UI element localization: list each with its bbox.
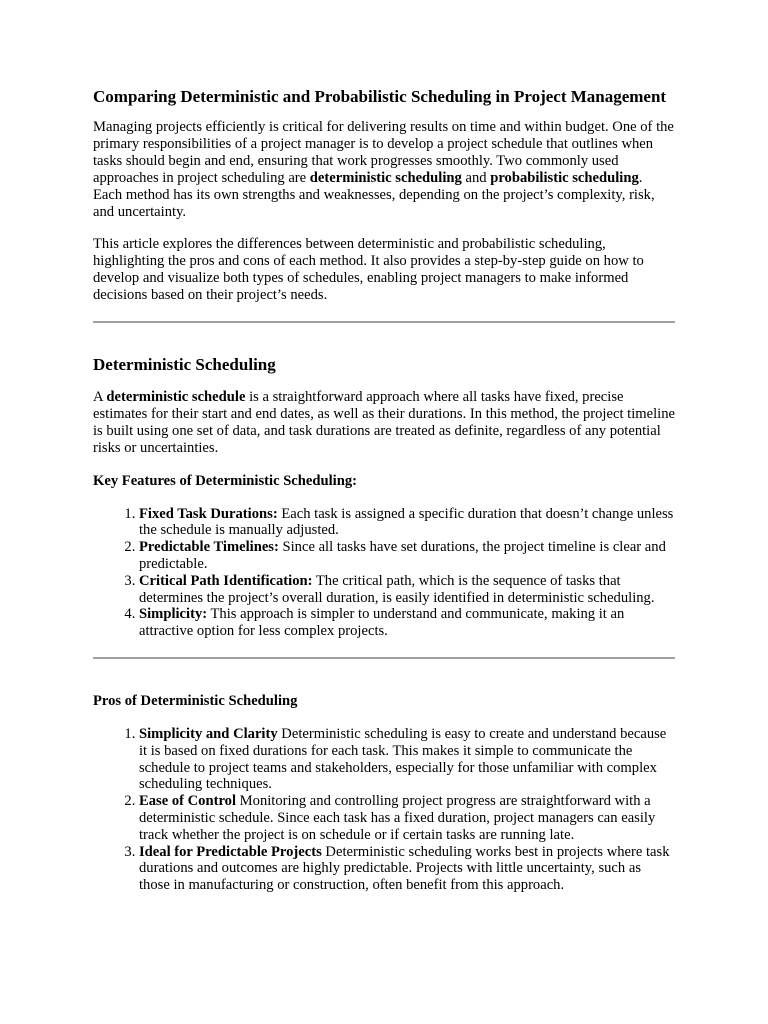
list-item-label: Predictable Timelines:	[139, 539, 279, 556]
definition-text-2: is a straightforward approach where all tasks have fixed, precise estimates for their start and end dates, as well as their durations. In this method, the project timeline is built using one set of data, and task durations are treated as definite, regardless of any potential risks or uncertainties.	[93, 389, 675, 456]
definition-bold-term: deterministic schedule	[106, 389, 246, 406]
list-item	[139, 506, 675, 540]
list-item	[139, 606, 675, 640]
list-item-text: Monitoring and controlling project progress are straightforward with a deterministic schedule. Since each task has a fixed duration, project managers can easily track whether the project is on schedule or if certain tasks are running late.	[139, 793, 656, 843]
intro-paragraph-2: This article explores the differences between deterministic and probabilistic scheduling, highlighting the pros and cons of each method. It also provides a step-by-step guide on how to develop and visualize both types of schedules, enabling project managers to make informed decisions based on their project’s needs.	[93, 236, 644, 304]
list-item	[139, 726, 675, 793]
list-item-text: The critical path, which is the sequence of tasks that determines the project’s overall duration, is easily identified in deterministic scheduling.	[139, 572, 655, 606]
list-item-label: Fixed Task Durations:	[139, 505, 278, 522]
list-item-label: Simplicity:	[139, 606, 208, 623]
list-item-text: This approach is simpler to understand and communicate, making it an attractive option for less complex projects.	[139, 606, 625, 640]
features-heading: Key Features of Deterministic Scheduling:	[93, 472, 357, 489]
list-item	[139, 793, 675, 843]
list-item	[139, 573, 675, 607]
list-item	[139, 539, 675, 573]
intro-bold-deterministic: deterministic scheduling	[309, 169, 462, 186]
definition-text-1: A	[93, 389, 107, 406]
document-title: Comparing Deterministic and Probabilistic Scheduling in Project Management	[93, 87, 667, 106]
features-list	[93, 506, 675, 640]
intro-text-1: Managing projects efficiently is critical for delivering results on time and within budget. One of the primary responsibilities of a project manager is to develop a project schedule that outlines when tasks should begin and end, ensuring that work progresses smoothly. Two commonly used approaches in project scheduling are	[93, 119, 674, 186]
list-item	[139, 844, 675, 894]
list-item-label: Simplicity and Clarity	[139, 726, 278, 743]
section-divider	[93, 321, 675, 323]
section-heading-deterministic: Deterministic Scheduling	[93, 355, 276, 375]
list-item-label: Ideal for Predictable Projects	[139, 843, 322, 860]
pros-list	[93, 726, 675, 894]
document-page	[93, 87, 675, 894]
intro-text-3: . Each method has its own strengths and weaknesses, depending on the project’s complexity, risk, and uncertainty.	[93, 169, 655, 220]
list-item-text: Since all tasks have set durations, the project timeline is clear and predictable.	[139, 539, 666, 573]
list-item-text: Deterministic scheduling is easy to create and understand because it is based on fixed durations for each task. This makes it simple to communicate the schedule to project teams and stakeholders, especially for those unfamiliar with complex scheduling techniques.	[139, 726, 667, 793]
list-item-label: Critical Path Identification:	[139, 572, 313, 589]
intro-bold-probabilistic: probabilistic scheduling	[490, 169, 639, 186]
deterministic-definition	[93, 389, 675, 457]
list-item-text: Each task is assigned a specific duration that doesn’t change unless the schedule is manually adjusted.	[139, 505, 674, 539]
list-item-text: Deterministic scheduling works best in projects where task durations and outcomes are highly predictable. Projects with little uncertainty, such as those in manufacturing or construction, often benefit from this approach.	[139, 843, 670, 894]
intro-text-2: and	[461, 169, 491, 186]
intro-paragraph-1	[93, 119, 675, 220]
list-item-label: Ease of Control	[139, 793, 237, 810]
pros-heading: Pros of Deterministic Scheduling	[93, 693, 298, 710]
section-divider	[93, 657, 675, 659]
